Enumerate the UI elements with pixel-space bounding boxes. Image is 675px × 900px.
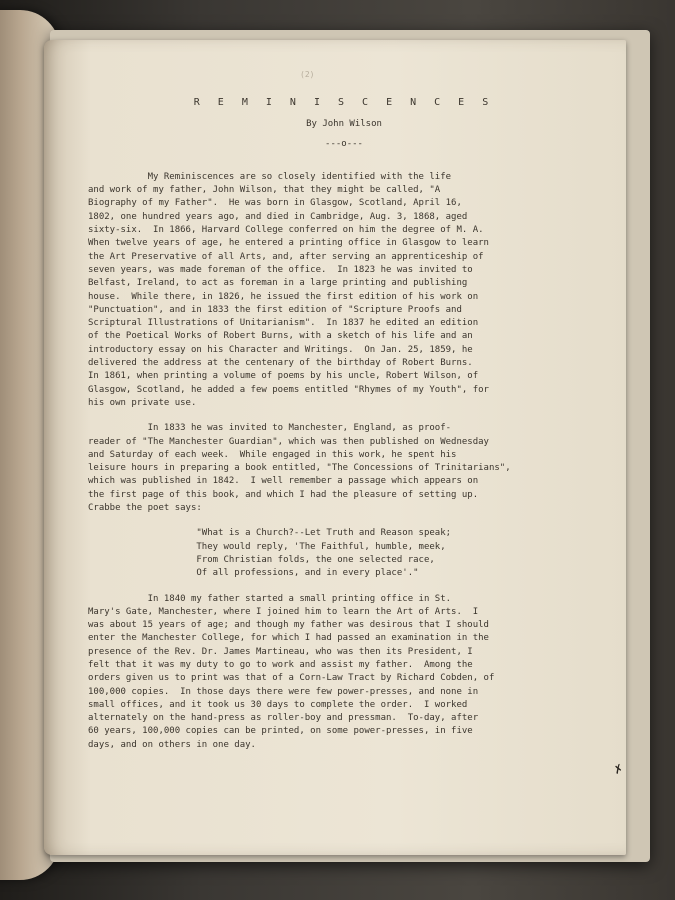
margin-check-mark: ✗ [611,759,626,779]
poem-quote: "What is a Church?--Let Truth and Reason speak; They would reply, 'The Faithful, humble, meek, From Christian folds, the one selected race, Of all professions, and in every place'." [196,528,452,579]
paragraph-1: My Reminiscences are so closely identified with the life and work of my father, John Wilson, that they might be called, "A Biography of my Father". He was born in Glasgow, Scotland, April 16, 1802, one hundred years ago, and died in Cambridge, Aug. 3, 1868, aged sixty-six. In 1866, Harvard College conferred on him the degree of M. A. When twelve years of age, he entered a printing office in Glasgow to learn the Art Preservative of all Arts, and, after serving an apprenticeship of seven years, was made foreman of the office. In 1823 he was invited to Belfast, Ireland, to act as foreman in a large printing and publishing house. While there, in 1826, he issued the first edition of his work on "Punctuation", and in 1833 the first edition of "Scripture Proofs and Scriptural Illustrations of Unitarianism". In 1837 he edited an edition of the Poetical Works of Robert Burns, with a sketch of his life and an introductory essay on his Character and Writings. On Jan. 25, 1859, he delivered the address at the centenary of the birthday of Robert Burns. In 1861, when printing a volume of poems by his uncle, Robert Wilson, of Glasgow, Scotland, he added a few poems entitled "Rhymes of my Youth", for his own private use. [88,171,489,408]
page-number: (2) [300,70,315,79]
paragraph-2: In 1833 he was invited to Manchester, England, as proof- reader of "The Manchester Guardian", which was then published on Wednesday and Saturday of each week. While engaged in this work, he spent his leisure hours in preparing a book entitled, "The Concessions of Trinitarians", which was published in 1842. I well remember a passage which appears on the first page of this book, and which I had the pleasure of setting up. Crabbe the poet says: [88,423,511,514]
paragraph-3: In 1840 my father started a small printing office in St. Mary's Gate, Manchester, where I joined him to learn the Art of Arts. I was about 15 years of age; and though my father was desirous that I should enter the Manchester College, for which I had passed an examination in the presence of the Rev. Dr. James Martineau, who was then its President, I felt that it was my duty to go to work and assist my father. Among the orders given us to print was that of a Corn-Law Tract by Richard Cobden, of 100,000 copies. In those days there were few power-presses, and none in small offices, and it took us 30 days to complete the order. I worked alternately on the hand-press as roller-boy and pressman. To-day, after 60 years, 100,000 copies can be printed, on some power-presses, in five days, and on others in one day. [88,593,495,750]
divider-ornament: ---o--- [325,138,363,149]
byline: By John Wilson [306,119,382,130]
typed-text-block [88,96,564,764]
document-title: R E M I N I S C E N C E S [193,97,495,108]
